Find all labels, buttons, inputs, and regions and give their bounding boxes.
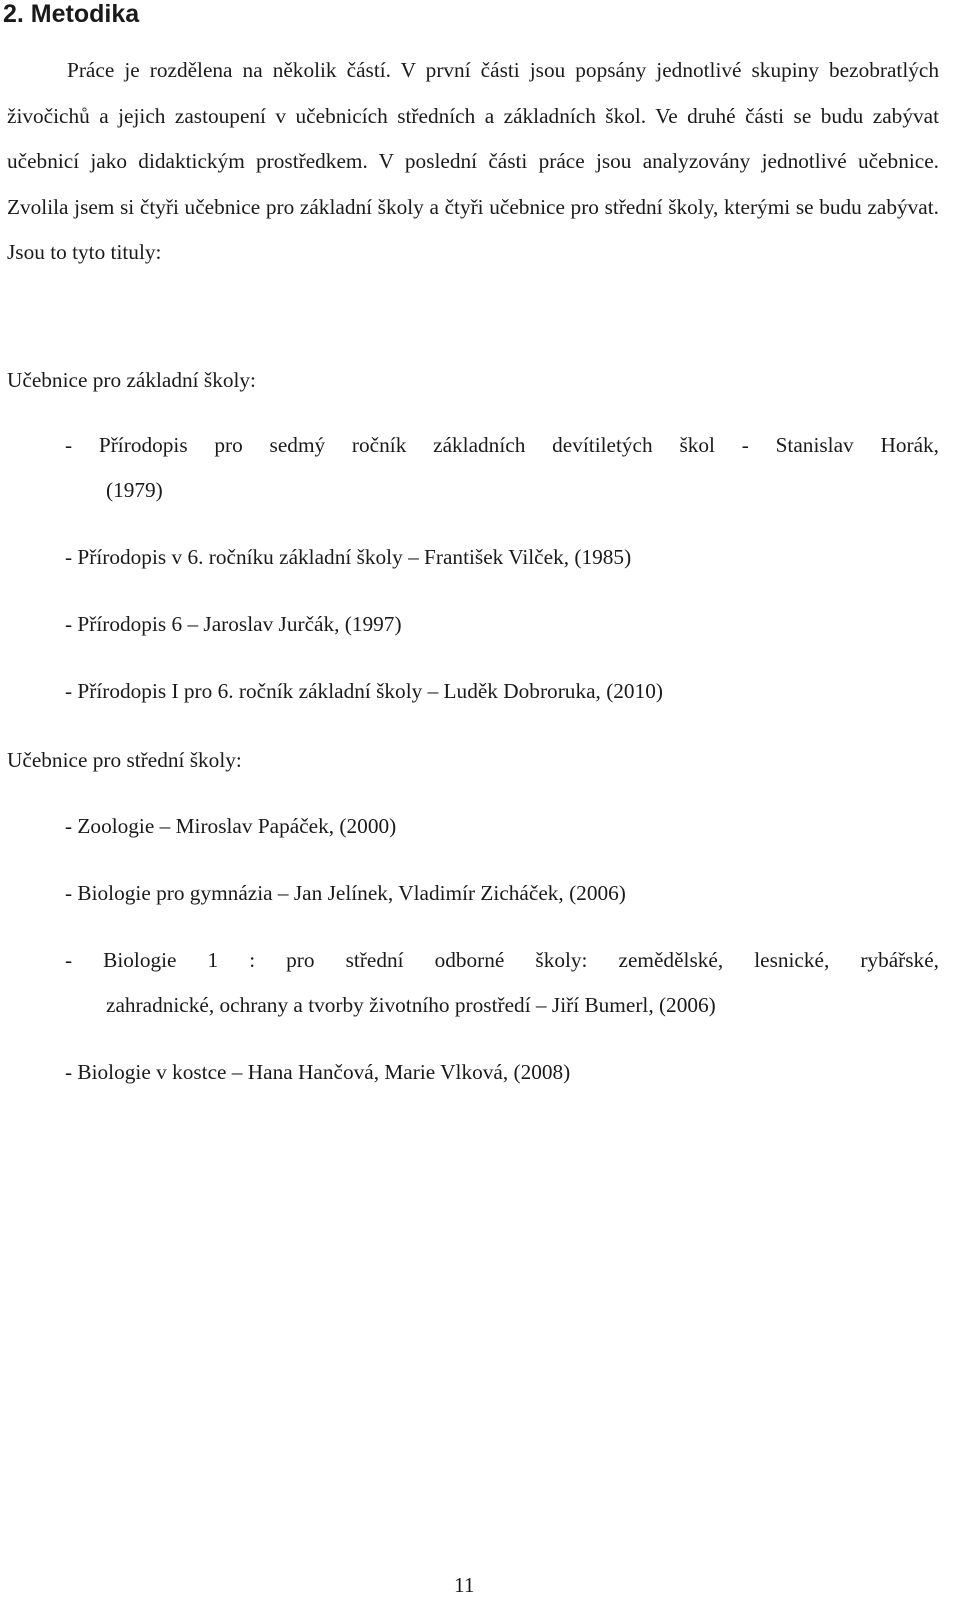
list-item — [65, 423, 939, 513]
list-item: - Přírodopis 6 – Jaroslav Jurčák, (1997) — [65, 612, 402, 636]
list-item: - Přírodopis v 6. ročníku základní školy – František Vilček, (1985) — [65, 545, 632, 569]
list-item: - Zoologie – Miroslav Papáček, (2000) — [65, 814, 397, 838]
list-item-continuation: zahradnické, ochrany a tvorby životního prostředí – Jiří Bumerl, (2006) — [106, 993, 716, 1017]
list-item — [65, 938, 939, 1028]
high-schools-title: Učebnice pro střední školy: — [7, 748, 242, 772]
list-item: - Přírodopis I pro 6. ročník základní školy – Luděk Dobroruka, (2010) — [65, 679, 663, 703]
list-item: - Biologie pro gymnázia – Jan Jelínek, Vladimír Zicháček, (2006) — [65, 881, 626, 905]
section-heading: 2. Metodika — [3, 0, 140, 28]
page-number: 11 — [454, 1573, 475, 1597]
list-item-text: - Biologie 1 : pro střední odborné školy: zemědělské, lesnické, rybářské, — [65, 948, 939, 972]
list-item: - Biologie v kostce – Hana Hančová, Marie Vlková, (2008) — [65, 1060, 571, 1084]
intro-paragraph — [7, 48, 939, 276]
list-item-continuation: (1979) — [106, 478, 163, 502]
list-item-text: - Přírodopis pro sedmý ročník základních devítiletých škol - Stanislav Horák, — [65, 433, 939, 457]
basic-schools-title: Učebnice pro základní školy: — [7, 368, 256, 392]
intro-text: Práce je rozdělena na několik částí. V první části jsou popsány jednotlivé skupiny bezobratlých živočichů a jejich zastoupení v učebnicích středních a základních škol. Ve druhé části se budu zabývat učebnicí jako didaktickým prostředkem. V poslední části práce jsou analyzovány jednotlivé učebnice. Zvolila jsem si čtyři učebnice pro základní školy a čtyři učebnice pro střední školy, kterými se budu zabývat. Jsou to tyto tituly: — [7, 58, 939, 264]
